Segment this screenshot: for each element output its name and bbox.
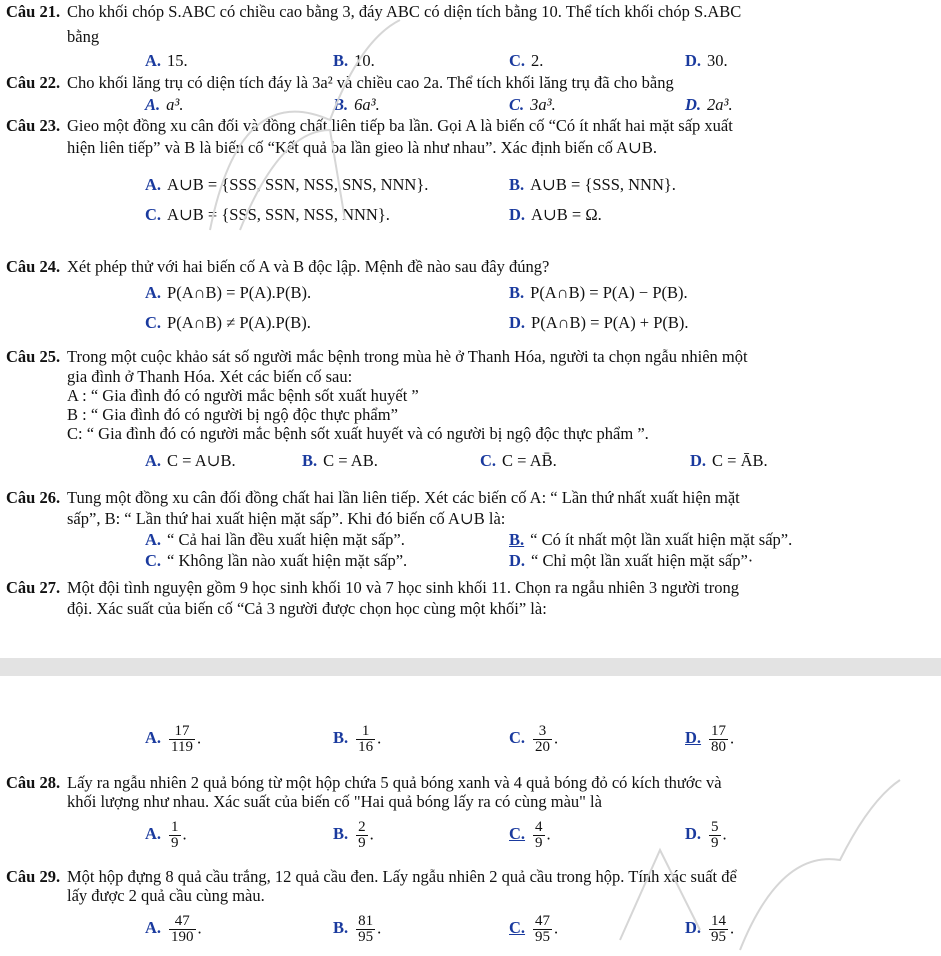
question-text: đội. Xác suất của biến cố “Cả 3 người được chọn học cùng một khối” là: <box>67 599 547 618</box>
option-c[interactable]: C. “ Không lần nào xuất hiện mặt sấp”. <box>145 551 408 570</box>
question-text: Một hộp đựng 8 quả cầu trắng, 12 quả cầu đen. Lấy ngẫu nhiên 2 quả cầu trong hộp. Tính xác suất để <box>67 867 737 886</box>
option-c[interactable]: C. C = AB̄. <box>480 451 557 470</box>
option-a[interactable]: A. 15. <box>145 51 188 70</box>
option-c[interactable]: C. $\frac{4}{9}$ . <box>509 819 551 851</box>
option-c[interactable]: C. $\frac{3}{20}$ . <box>509 723 559 755</box>
question-text: lấy được 2 quả cầu cùng màu. <box>67 886 265 905</box>
question-text: Xét phép thử với hai biến cố A và B độc lập. Mệnh đề nào sau đây đúng? <box>67 257 550 276</box>
question-text: bằng <box>67 27 100 46</box>
option-b[interactable]: B. “ Có ít nhất một lần xuất hiện mặt sấp”. <box>509 530 793 549</box>
question-text: Một đội tình nguyện gồm 9 học sinh khối 10 và 7 học sinh khối 11. Chọn ra ngẫu nhiên 3 người trong <box>67 578 739 597</box>
question-text: Gieo một đồng xu cân đối và đồng chất liên tiếp ba lần. Gọi A là biến cố “Có ít nhất hai mặt sấp xuất <box>67 116 733 135</box>
question-text: sấp”, B: “ Lần thứ hai xuất hiện mặt sấp”. Khi đó biến cố A∪B là: <box>67 509 506 528</box>
option-a[interactable]: A. a³. <box>145 95 184 114</box>
option-c[interactable]: C. A∪B = {SSS, SSN, NSS, NNN}. <box>145 205 390 224</box>
question-28 <box>0 773 941 811</box>
question-number: Câu 21. <box>6 2 61 21</box>
option-b[interactable]: B. C = AB. <box>302 451 378 470</box>
option-c[interactable]: C. $\frac{47}{95}$ . <box>509 913 559 945</box>
option-b[interactable]: B. $\frac{2}{9}$ . <box>333 819 374 851</box>
option-a[interactable]: A. $\frac{1}{9}$ . <box>145 819 187 851</box>
question-text: Cho khối lăng trụ có diện tích đáy là 3a² và chiều cao 2a. Thể tích khối lăng trụ đã cho bằng <box>67 73 674 92</box>
question-29 <box>0 867 941 905</box>
option-b[interactable]: B. A∪B = {SSS, NNN}. <box>509 175 676 194</box>
option-c[interactable]: C. 3a³. <box>509 95 556 114</box>
option-d[interactable]: D. $\frac{5}{9}$ . <box>685 819 727 851</box>
option-d[interactable]: D. $\frac{14}{95}$ . <box>685 913 735 945</box>
option-a[interactable]: A. C = A∪B. <box>145 451 236 470</box>
question-23 <box>0 116 941 224</box>
question-number: Câu 29. <box>6 867 61 886</box>
option-b[interactable]: B. 6a³. <box>333 95 380 114</box>
question-text: gia đình ở Thanh Hóa. Xét các biến cố sau: <box>67 367 353 386</box>
option-a[interactable]: A. A∪B = {SSS, SSN, NSS, SNS, NNN}. <box>145 175 429 194</box>
question-text: Lấy ra ngẫu nhiên 2 quả bóng từ một hộp chứa 5 quả bóng xanh và 4 quả bóng đỏ có kích thước và <box>67 773 722 792</box>
question-22 <box>0 73 941 114</box>
question-number: Câu 22. <box>6 73 61 92</box>
option-d[interactable]: D. 2a³. <box>685 95 733 114</box>
option-c[interactable]: C. P(A∩B) ≠ P(A).P(B). <box>145 313 311 332</box>
option-a[interactable]: A. “ Cả hai lần đều xuất hiện mặt sấp”. <box>145 530 405 549</box>
option-d[interactable]: D. $\frac{17}{80}$ . <box>685 723 735 755</box>
question-text: A : “ Gia đình đó có người mắc bệnh sốt xuất huyết ” <box>67 386 419 405</box>
question-number: Câu 26. <box>6 488 61 507</box>
question-number: Câu 28. <box>6 773 61 792</box>
option-d[interactable]: D. A∪B = Ω. <box>509 205 602 224</box>
question-text: C: “ Gia đình đó có người mắc bệnh sốt xuất huyết và có người bị ngộ độc thực phẩm ”. <box>67 424 649 443</box>
option-c[interactable]: C. 2. <box>509 51 544 70</box>
option-d[interactable]: D. “ Chỉ một lần xuất hiện mặt sấp”· <box>509 551 754 570</box>
option-d[interactable]: D. C = ĀB. <box>690 451 768 470</box>
page-break-band <box>0 658 941 676</box>
question-number: Câu 23. <box>6 116 61 135</box>
option-b[interactable]: B. $\frac{81}{95}$ . <box>333 913 382 945</box>
question-number: Câu 24. <box>6 257 61 276</box>
question-27 <box>0 578 941 616</box>
option-b[interactable]: B. $\frac{1}{16}$ . <box>333 723 382 755</box>
question-text: hiện liên tiếp” và B là biến cố “Kết quả ba lần gieo là như nhau”. Xác định biến cố A∪B. <box>67 138 658 157</box>
option-d[interactable]: D. P(A∩B) = P(A) + P(B). <box>509 313 689 332</box>
question-text: B : “ Gia đình đó có người bị ngộ độc thực phẩm” <box>67 405 398 424</box>
option-b[interactable]: B. P(A∩B) = P(A) − P(B). <box>509 283 688 302</box>
question-text: Tung một đồng xu cân đối đồng chất hai lần liên tiếp. Xét các biến cố A: “ Lần thứ nhất xuất hiện mặt <box>67 488 740 507</box>
question-26 <box>0 488 941 570</box>
option-a[interactable]: A. P(A∩B) = P(A).P(B). <box>145 283 312 302</box>
option-d[interactable]: D. 30. <box>685 51 728 70</box>
option-a[interactable]: A. $\frac{47}{190}$ . <box>145 913 202 945</box>
question-text: khối lượng như nhau. Xác suất của biến cố "Hai quả bóng lấy ra có cùng màu" là <box>67 792 602 811</box>
question-24 <box>0 257 941 332</box>
question-text: Trong một cuộc khảo sát số người mắc bệnh trong mùa hè ở Thanh Hóa, người ta chọn ngẫu nhiên một <box>67 347 748 366</box>
question-text: Cho khối chóp S.ABC có chiều cao bằng 3, đáy ABC có diện tích bằng 10. Thể tích khối chóp S.ABC <box>67 2 742 21</box>
option-b[interactable]: B. 10. <box>333 51 375 70</box>
question-25 <box>0 347 941 470</box>
question-21 <box>0 0 941 70</box>
question-number: Câu 27. <box>6 578 61 597</box>
option-a[interactable]: A. $\frac{17}{119}$ . <box>145 723 202 755</box>
question-number: Câu 25. <box>6 347 61 366</box>
